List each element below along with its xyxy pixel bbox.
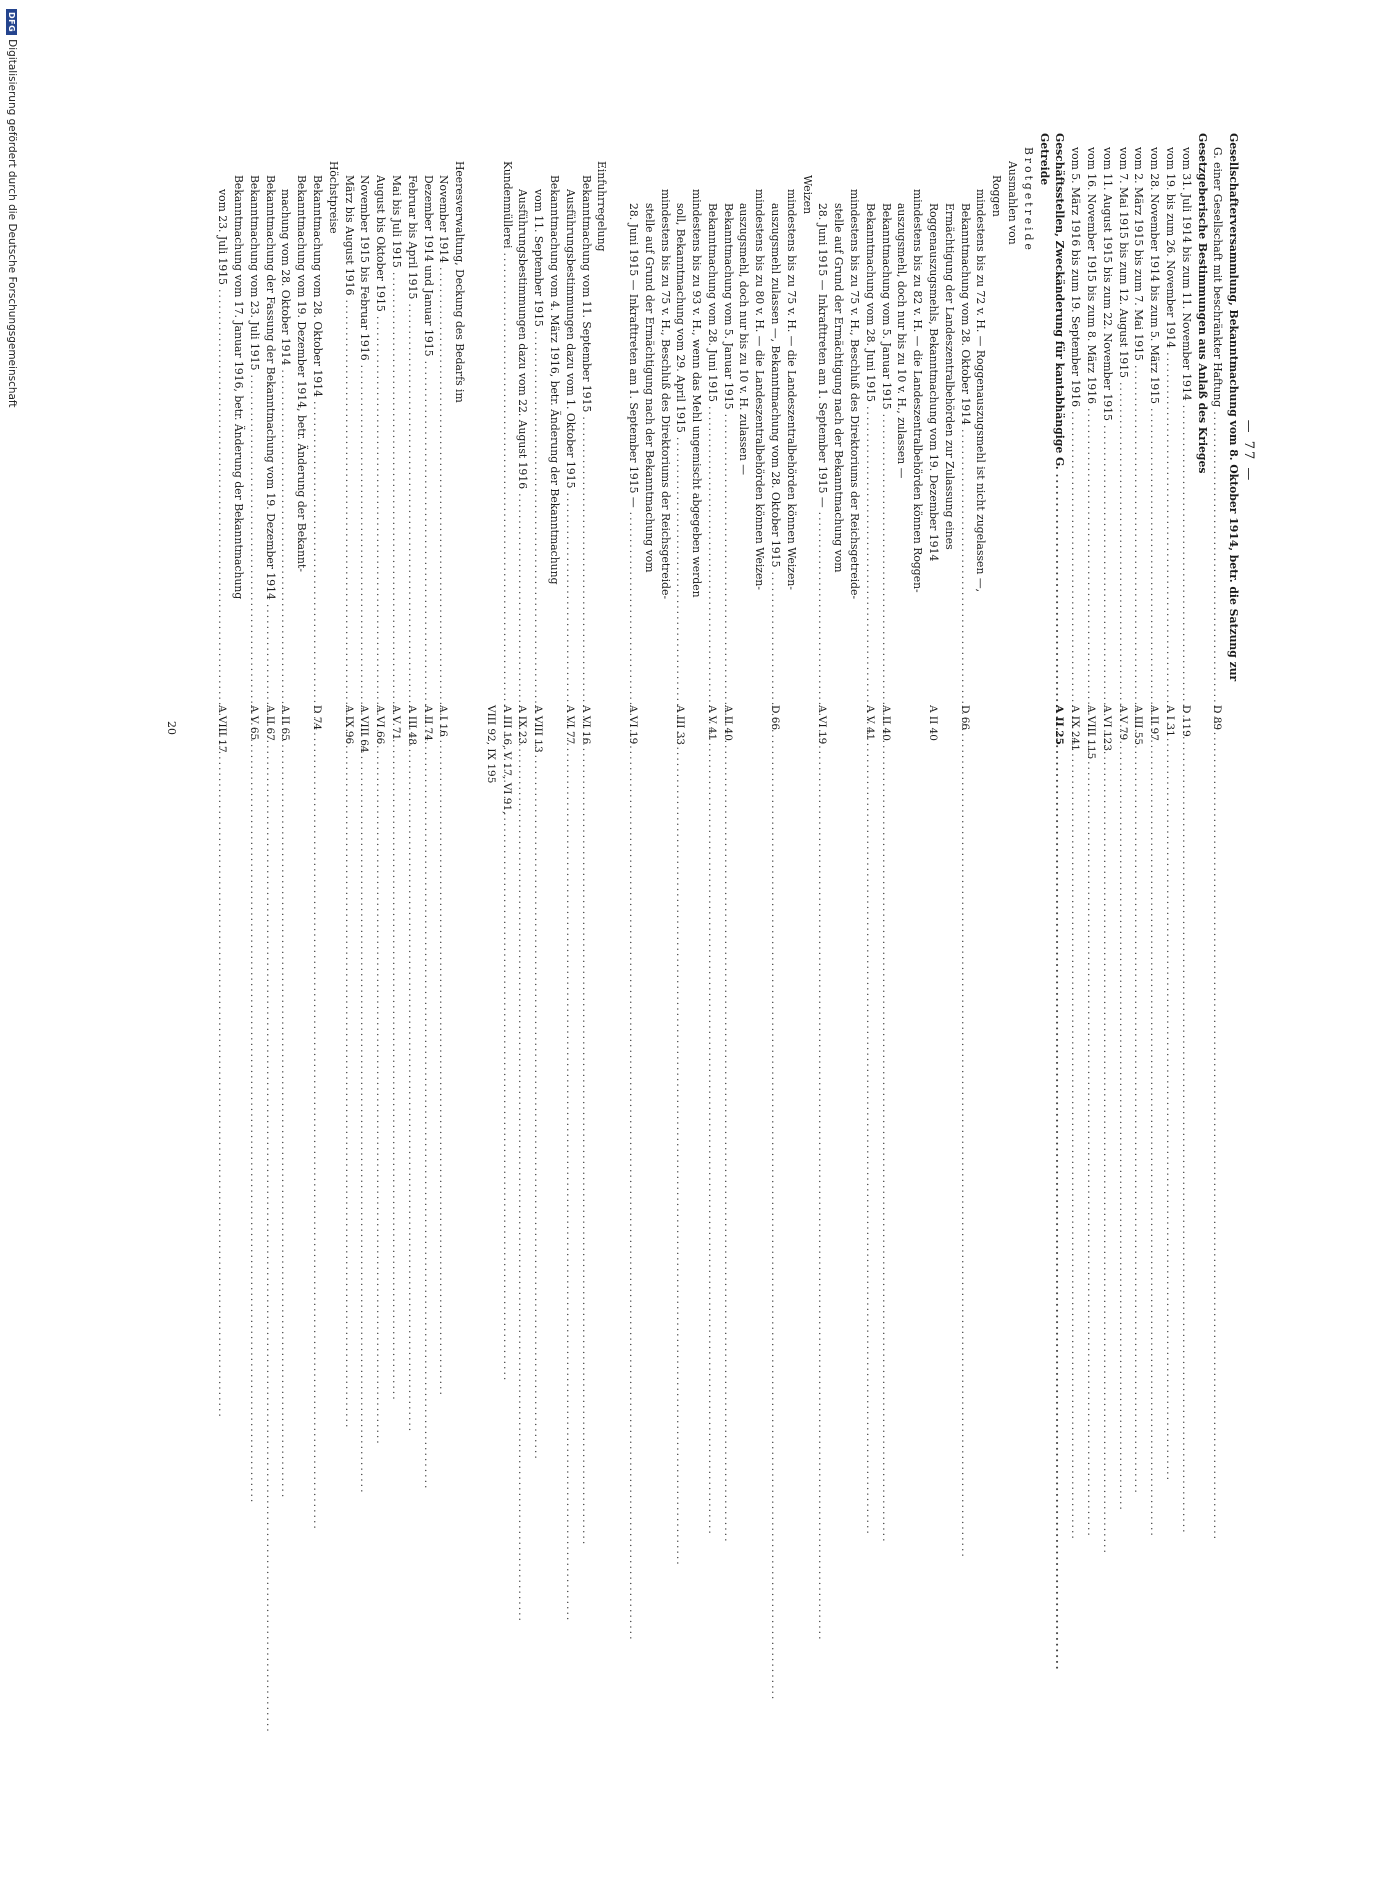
leader-dots: [278, 369, 292, 701]
index-entry: [500, 133, 516, 815]
index-entry: [942, 133, 958, 769]
entry-text: Ausmahlen von: [1006, 161, 1020, 245]
index-entry: [326, 133, 342, 769]
entry-text: Höchstpreise: [326, 161, 340, 234]
entry-text: vom 19. bis zum 26. November 1914: [1164, 147, 1178, 349]
entry-text: mindestens bis zu 75 v. H., Beschluß des Direktoriums der Reichsgetreide-: [848, 189, 862, 600]
index-entry: [263, 133, 279, 769]
entry-text: mindestens bis zu 93 v. H., wenn das Mehl ungemischt abgegeben werden: [690, 189, 704, 598]
entry-text: vom 31. Juli 1914 bis zum 11. November 1914: [1179, 147, 1193, 401]
entry-text: vom 16. November 1915 bis zum 8. März 1916: [1085, 147, 1099, 404]
entry-text: Bekanntmachung vom 28. Juni 1915: [863, 203, 877, 402]
entry-reference: A I 31: [1164, 705, 1177, 737]
index-entry: [610, 133, 626, 769]
entry-text: Gesetzgeberische Bestimmungen aus Anlaß des Krieges: [1195, 133, 1209, 474]
index-entry: [673, 133, 689, 769]
index-entry: [468, 133, 484, 769]
leader-dots: [531, 331, 545, 701]
leader-dots: [1147, 408, 1161, 701]
entry-reference: A V 79: [1116, 705, 1129, 741]
entry-text: Mai bis Juli 1915: [389, 175, 403, 268]
leader-dots: [958, 429, 972, 701]
entry-reference: A IX 241: [1069, 705, 1082, 751]
entry-text: Bekanntmachung vom 11. September 1915: [579, 175, 593, 413]
entry-reference: A II 97: [1148, 705, 1161, 741]
index-entry: [879, 133, 895, 769]
entry-text: Kundenmüllerei: [500, 161, 514, 249]
index-entry: [563, 133, 579, 769]
index-entries: [215, 133, 1242, 815]
leader-dots: [405, 303, 419, 701]
entry-reference: A III 16, V 17, VI 91,: [500, 705, 513, 815]
entry-reference: A VI 66: [374, 705, 387, 745]
index-entry: [800, 133, 816, 769]
entry-text: August bis Oktober 1915: [374, 175, 388, 312]
funding-credit: [1, 9, 23, 989]
index-entry: [658, 133, 674, 769]
entry-text: Getreide: [1037, 133, 1051, 186]
entry-reference: A I 16: [437, 705, 450, 737]
entry-reference: A II 40: [879, 705, 892, 741]
entry-text: vom 28. November 1914 bis zum 5. März 1915: [1148, 147, 1162, 404]
entry-text: Bekanntmachung vom 4. März 1916, betr. Änderung der Bekanntmachung: [547, 175, 561, 585]
index-entry: [1210, 133, 1226, 769]
index-entry: [689, 133, 705, 769]
entry-text: mindestens bis zu 72 v. H. — Roggenauszugsmehl ist nicht zugelassen —,: [974, 189, 988, 593]
leader-dots: [500, 252, 514, 701]
index-entry: [642, 133, 658, 769]
entry-text: G. einer Gesellschaft mit beschränkter Haftung: [1211, 147, 1225, 408]
index-entry: [1179, 133, 1195, 769]
entry-text: März bis August 1916: [342, 175, 356, 296]
entry-reference: A VI 77: [563, 705, 576, 745]
index-entry: [484, 133, 500, 784]
entry-text: vom 2. März 1915 bis zum 7. Mai 1915: [1132, 147, 1146, 361]
index-entry: [389, 133, 405, 769]
entry-text: auszugsmehl zulassen —, Bekanntmachung vom 28. Oktober 1915: [769, 203, 783, 568]
entry-reference: A II 65: [279, 705, 292, 741]
leader-dots: [1179, 405, 1193, 701]
leader-dots: [357, 365, 371, 701]
index-entry: [626, 133, 642, 769]
leader-dots: [1131, 365, 1145, 701]
entry-text: Bekanntmachung vom 28. Oktober 1914: [958, 203, 972, 425]
index-entry: [926, 133, 942, 769]
index-entry: [768, 133, 784, 769]
entry-text: Gesellschafterversammlung, Bekanntmachung vom 8. Oktober 1914, betr. die Satzung zur: [1227, 133, 1241, 682]
entry-text: auszugsmehl, doch nur bis zu 10 v. H., zulassen —: [895, 203, 909, 479]
index-entry: [421, 133, 437, 769]
entry-text: Bekanntmachung vom 23. Juli 1915: [247, 175, 261, 371]
entry-reference: D 89: [1211, 705, 1224, 731]
index-entry: [278, 133, 294, 769]
index-entry: [1005, 133, 1021, 769]
entry-reference: A VI 16: [579, 705, 592, 745]
leader-dots: [247, 374, 261, 701]
leader-dots: [1210, 411, 1224, 701]
index-entry: [1037, 133, 1053, 769]
index-entry: [1195, 133, 1211, 769]
entry-text: soll, Bekanntmachung vom 29. April 1915: [674, 203, 688, 433]
entry-text: mindestens bis zu 75 v. H., Beschluß des Direktoriums der Reichsgetreide-: [658, 189, 672, 600]
leader-dots: [263, 604, 277, 701]
index-entry: [215, 133, 231, 769]
entry-reference: A VI 123: [1100, 705, 1113, 752]
entry-text: Bekanntmachung vom 5. Januar 1915: [879, 203, 893, 410]
entry-text: auszugsmehl, doch nur bis zu 10 v. H. zulassen —: [737, 203, 751, 475]
entry-text: November 1915 bis Februar 1916: [358, 175, 372, 361]
entry-text: mindestens bis zu 80 v. H. — die Landeszentralbehörden können Weizen-: [753, 189, 767, 590]
entry-reference: A VIII 115: [1085, 705, 1098, 760]
leader-dots: [768, 572, 782, 702]
entry-reference: A VIII 13: [532, 705, 545, 753]
leader-dots: [705, 406, 719, 701]
index-entry: [752, 133, 768, 769]
leader-dots: [389, 272, 403, 701]
index-entry: [247, 133, 263, 769]
entry-text: Ausführungsbestimmungen dazu vom 22. August 1916: [516, 189, 530, 490]
index-entry: [831, 133, 847, 769]
index-entry: [579, 133, 595, 769]
leader-dots: [563, 492, 577, 701]
entry-reference: A VI 19: [626, 705, 639, 745]
leader-dots: [1163, 352, 1177, 701]
entry-text: Bekanntmachung vom 5. Januar 1915: [721, 203, 735, 410]
leader-dots: [1100, 425, 1114, 701]
index-entry: [1226, 133, 1242, 769]
entry-text: 28. Juni 1915 — Inkrafttreten am 1. September 1915 —: [816, 203, 830, 508]
index-entry: [784, 133, 800, 769]
entry-text: Bekanntmachung vom 28. Juni 1915: [705, 203, 719, 402]
entry-text: vom 11. August 1915 bis zum 22. November 1915: [1100, 147, 1114, 422]
entry-text: Weizen: [800, 175, 814, 215]
index-entry: [863, 133, 879, 769]
leader-dots: [421, 361, 435, 701]
entry-text: machung vom 28. Oktober 1914: [279, 189, 293, 366]
index-entry: [1068, 133, 1084, 769]
page-number: — 77 —: [1241, 419, 1256, 483]
entry-text: Brotgetreide: [1021, 147, 1035, 253]
dfg-logo: DFG: [7, 9, 18, 35]
entry-reference: A II 40: [721, 705, 734, 741]
entry-text: November 1914: [437, 175, 451, 264]
index-entry: [531, 133, 547, 769]
entry-reference: D 119: [1179, 705, 1192, 737]
entry-reference: D 66: [958, 705, 971, 731]
entry-text: Bekanntmachung vom 17. Januar 1916, betr. Änderung der Bekanntmachung: [232, 175, 245, 600]
index-entry: [547, 133, 563, 769]
entry-text: Ausführungsbestimmungen dazu vom 1. Oktober 1915: [563, 189, 577, 489]
entry-text: vom 23. Juli 1915: [216, 189, 230, 285]
entry-text: Roggen: [990, 175, 1004, 217]
leader-dots: [626, 512, 640, 701]
entry-text: Roggenauszugsmehls, Bekanntmachung vom 19. Dezember 1914: [927, 203, 941, 562]
entry-text: 28. Juni 1915 — Inkrafttreten am 1. September 1915 —: [626, 203, 640, 508]
entry-text: Ermächtigung der Landeszentralbehörden zur Zulassung eines: [942, 203, 956, 550]
entry-reference: A II 40: [927, 705, 940, 741]
entry-reference: A V 65: [247, 705, 260, 741]
entry-text: Einfuhrregelung: [595, 161, 609, 252]
entry-reference: A V 71: [389, 705, 402, 741]
index-entry: [973, 133, 989, 769]
entry-reference: D 66: [769, 705, 782, 731]
index-entry: [310, 133, 326, 769]
leader-dots: [879, 414, 893, 701]
leader-dots: [673, 437, 687, 701]
leader-dots: [579, 416, 593, 701]
entry-reference: A II 67: [263, 705, 276, 741]
index-entry: [1131, 133, 1147, 769]
index-entry: [357, 133, 373, 769]
leader-dots: [1052, 474, 1066, 701]
credit-text: Digitalisierung gefördert durch die Deutsche Forschungsgemeinschaft: [6, 39, 18, 408]
leader-dots: [215, 289, 229, 701]
index-entry: [737, 133, 753, 769]
index-entry: [373, 133, 389, 769]
index-entry: [452, 133, 468, 769]
index-entry: [1084, 133, 1100, 769]
entry-text: vom 5. März 1916 bis zum 19. September 1916: [1069, 147, 1083, 407]
index-entry: [989, 133, 1005, 769]
index-entry: [342, 133, 358, 769]
index-entry: [1163, 133, 1179, 769]
index-entry: [1147, 133, 1163, 769]
leader-dots: [515, 493, 529, 701]
entry-text: stelle auf Grund der Ermächtigung nach der Bekanntmachung vom: [832, 203, 846, 573]
leader-dots: [863, 406, 877, 701]
index-entry: [815, 133, 831, 769]
entry-reference: A V 41: [863, 705, 876, 741]
leader-dots: [1116, 382, 1130, 701]
folio-number: 20: [165, 721, 178, 735]
index-entry: [515, 133, 531, 769]
index-entry: [847, 133, 863, 769]
leader-dots: [342, 300, 356, 701]
entry-text: vom 7. Mai 1915 bis zum 12. August 1915: [1116, 147, 1130, 378]
entry-reference: A III 55: [1132, 705, 1145, 746]
entry-text: mindestens bis zu 82 v. H. — die Landeszentralbehörden können Roggen-: [911, 189, 925, 593]
entry-reference: VIII 92, IX 195: [484, 705, 497, 784]
entry-reference: A IX 23: [516, 705, 529, 745]
entry-reference: D 74: [310, 705, 323, 731]
index-entry: [231, 133, 247, 769]
leader-dots: [815, 512, 829, 701]
entry-reference: A III 33: [674, 705, 687, 746]
entry-reference: A II 25: [1053, 705, 1066, 745]
entry-text: Bekanntmachung vom 28. Oktober 1914: [310, 175, 324, 397]
index-entry: [1021, 133, 1037, 769]
entry-reference: A II 74: [421, 705, 434, 741]
leader-dots: [373, 316, 387, 701]
entry-text: Bekanntmachung der Fassung der Bekanntmachung vom 19. Dezember 1914: [263, 175, 277, 600]
index-entry: [1116, 133, 1132, 769]
index-entry: [894, 133, 910, 769]
leader-dots: [436, 267, 450, 701]
index-entry: [721, 133, 737, 769]
entry-text: Februar bis April 1915: [405, 175, 419, 300]
index-entry: [1052, 133, 1068, 769]
entry-text: vom 11. September 1915: [532, 189, 546, 327]
entry-reference: A VIII 64: [358, 705, 371, 753]
entry-reference: A III 48: [405, 705, 418, 746]
entry-text: Dezember 1914 und Januar 1915: [421, 175, 435, 357]
entry-text: mindestens bis zu 75 v. H. — die Landeszentralbehörden können Weizen-: [784, 189, 798, 590]
entry-text: stelle auf Grund der Ermächtigung nach der Bekanntmachung vom: [642, 203, 656, 573]
index-entry: [405, 133, 421, 769]
entry-reference: A VIII 17: [216, 705, 229, 753]
leader-dots: [721, 414, 735, 701]
index-entry: [1100, 133, 1116, 769]
entry-text: Geschäftsstellen, Zweckänderung für kantabhängige G.: [1053, 133, 1067, 470]
index-entry: [436, 133, 452, 769]
index-entry: [958, 133, 974, 769]
leader-dots: [1084, 408, 1098, 701]
entry-text: Bekanntmachung vom 19. Dezember 1914, betr. Änderung der Bekannt-: [295, 175, 309, 572]
scanned-page: [146, 133, 1266, 815]
index-entry: [594, 133, 610, 769]
index-entry: [294, 133, 310, 769]
index-entry: [910, 133, 926, 769]
index-entry: [705, 133, 721, 769]
entry-reference: A V 41: [705, 705, 718, 741]
leader-dots: [310, 401, 324, 701]
entry-reference: A IX 96: [342, 705, 355, 745]
leader-dots: [1068, 411, 1082, 701]
entry-text: Heeresverwaltung, Deckung des Bedarfs im: [453, 161, 467, 403]
entry-reference: A VI 19: [816, 705, 829, 745]
